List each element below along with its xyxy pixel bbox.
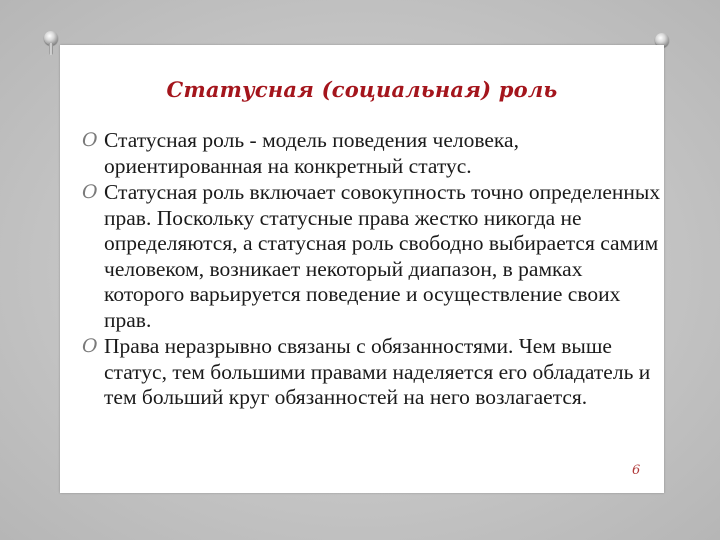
slide-title: Статусная (социальная) роль — [166, 77, 558, 102]
bullet-text: - модель поведения человека, ориентированная на конкретный статус. — [104, 128, 519, 178]
bullet-text: Статусная роль включает совокупность точно определенных прав. Поскольку статусные права жестко никогда не определяются, а статусная роль свободно выбирается самим человеком, возникает некоторый диапазон, в рамках которого варьируется поведение и осуществление своих прав. — [104, 180, 661, 332]
bullet-marker-icon: O — [82, 335, 98, 357]
bullet-text: Права неразрывно связаны с обязанностями. Чем выше статус, тем большими правами наделяется его обладатель и тем больший круг обязанностей на него возлагается. — [104, 334, 651, 409]
bullet-marker-icon: O — [82, 181, 98, 203]
list-item — [82, 334, 662, 411]
pushpin-shaft — [49, 43, 53, 55]
bullet-marker-icon: O — [82, 129, 98, 151]
list-item — [82, 128, 662, 179]
bullet-term: Статусная роль — [104, 128, 245, 152]
list-item — [82, 180, 662, 333]
pushpin-icon — [44, 31, 58, 57]
bullet-list — [82, 128, 662, 412]
page-number: 6 — [632, 463, 641, 478]
